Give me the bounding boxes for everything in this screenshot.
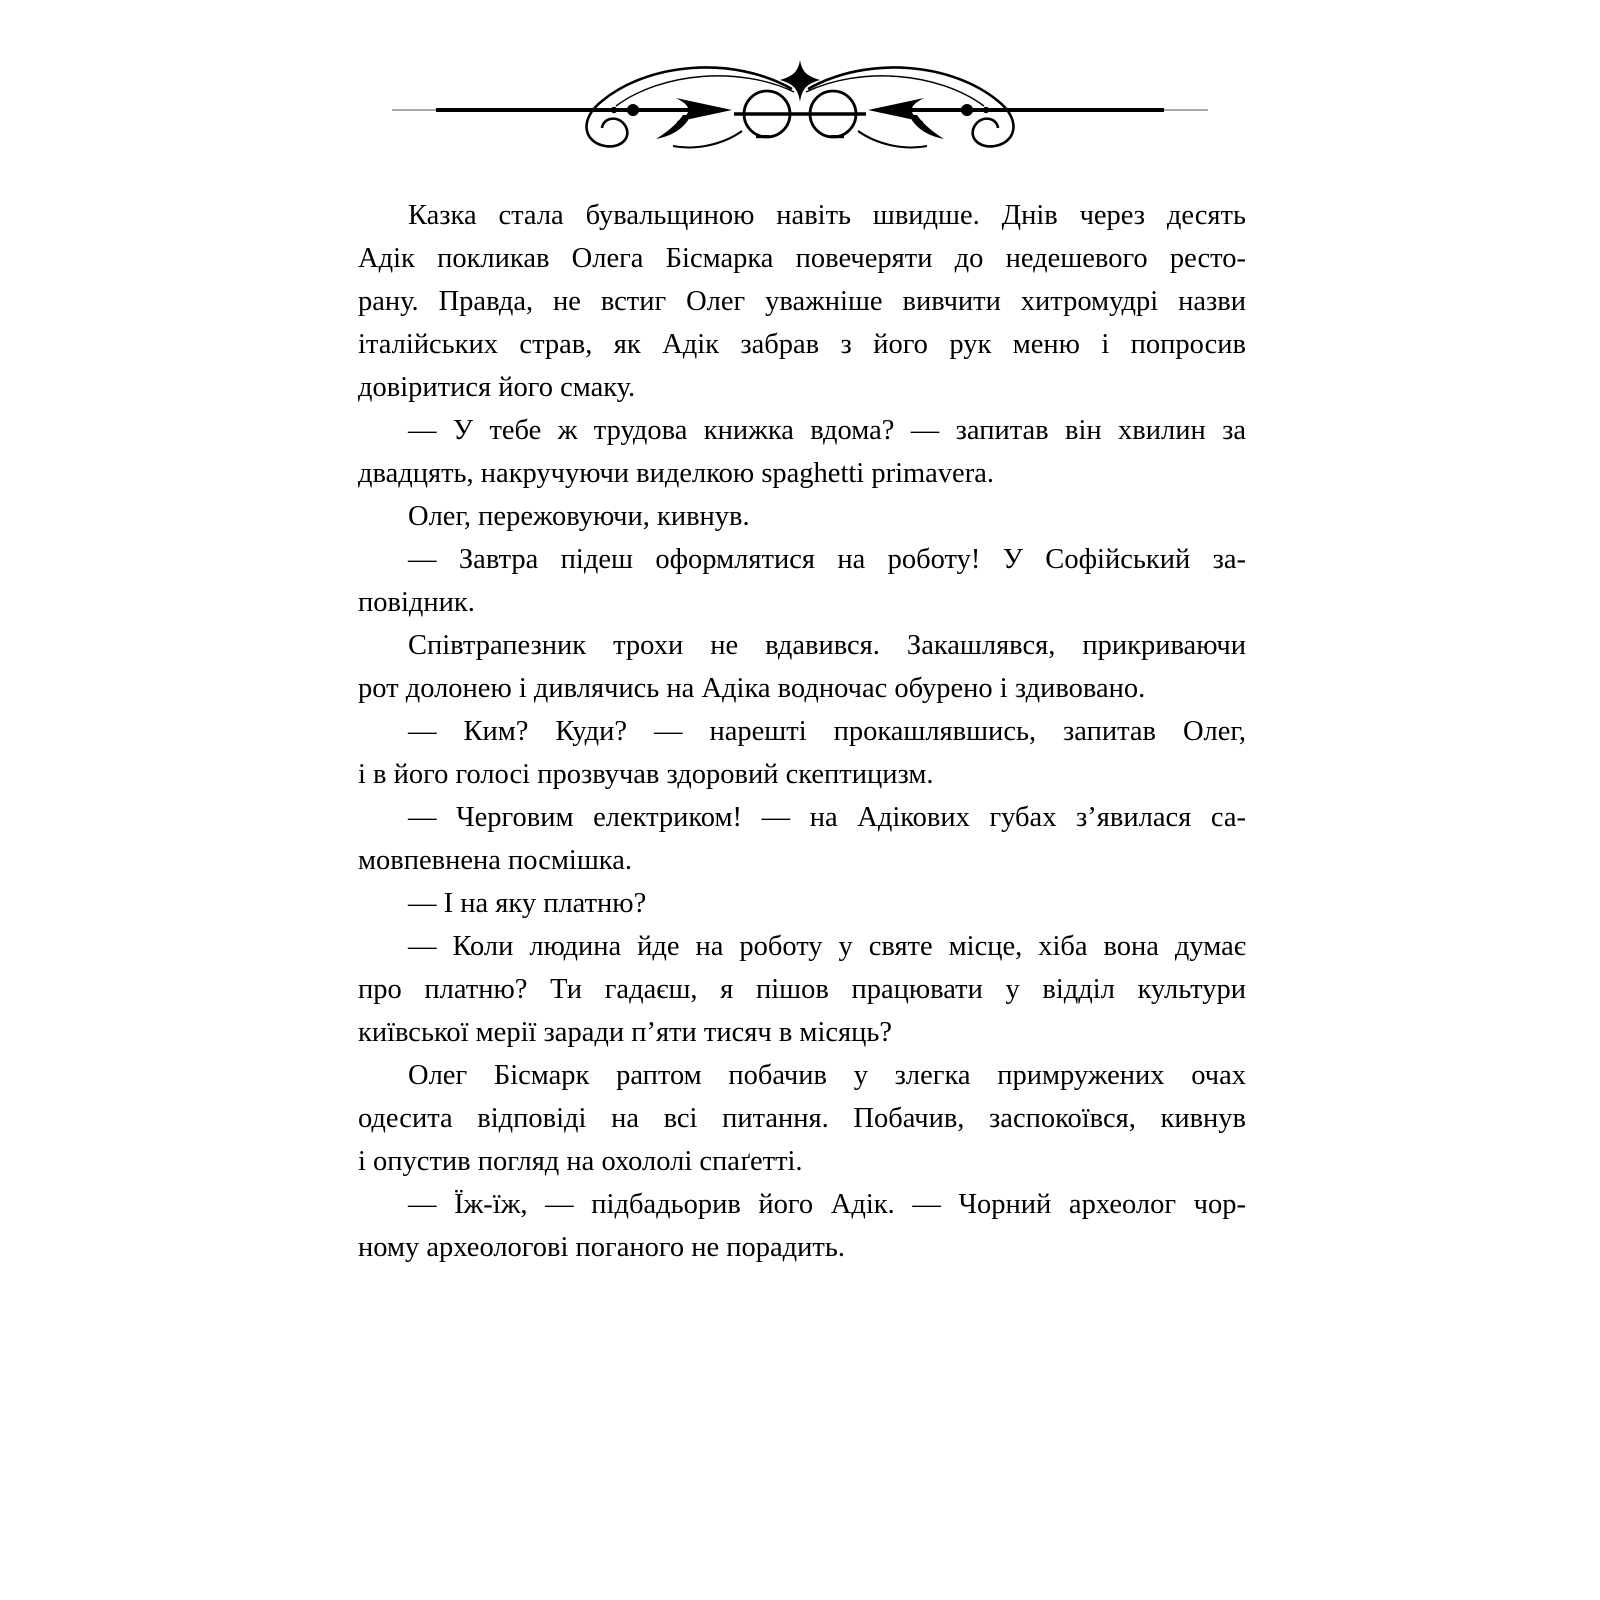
text-line: Казка стала бувальщиною навіть швидше. Днів через десять (408, 200, 1246, 231)
text-line: довіритися його смаку. (358, 372, 636, 403)
text-line: Співтрапезник трохи не вдавився. Закашлявся, прикриваючи (408, 630, 1246, 661)
flourish-left (392, 67, 794, 147)
text-line: — І на яку платню? (408, 888, 647, 919)
paragraph (358, 925, 1246, 1054)
paragraph (358, 882, 1246, 925)
text-line: італійських страв, як Адік забрав з його рук меню і попросив (358, 329, 1246, 360)
text-line: — Коли людина йде на роботу у святе місце, хіба вона думає (408, 931, 1246, 962)
paragraph (358, 409, 1246, 495)
text-line: Олег Бісмарк раптом побачив у злегка примружених очах (408, 1060, 1246, 1091)
paragraph (358, 1054, 1246, 1183)
text-line: і опустив погляд на охололі спаґетті. (358, 1146, 803, 1177)
flourish-center (734, 60, 866, 138)
text-line: двадцять, накручуючи виделкою spaghetti primavera. (358, 458, 994, 489)
flourish-right (806, 67, 1208, 147)
text-line: — Завтра підеш оформлятися на роботу! У Софійський за- (408, 544, 1246, 575)
paragraph (358, 796, 1246, 882)
text-line: одесита відповіді на всі питання. Побачив, заспокоївся, кивнув (358, 1103, 1246, 1134)
paragraph (358, 624, 1246, 710)
paragraph (358, 194, 1246, 409)
text-line: ному археологові поганого не порадить. (358, 1232, 845, 1263)
text-line: рот долонею і дивлячись на Адіка водночас обурено і здивовано. (358, 673, 1146, 704)
text-line: рану. Правда, не встиг Олег уважніше вивчити хитромудрі назви (358, 286, 1246, 317)
text-line: — Черговим електриком! — на Адікових губах з’явилася са- (408, 802, 1246, 833)
flourish-icon (390, 56, 1210, 156)
text-line: про платню? Ти гадаєш, я пішов працювати у відділ культури (358, 974, 1246, 1005)
text-line: — Їж-їж, — підбадьорив його Адік. — Чорний археолог чор- (408, 1189, 1246, 1220)
text-line: Адік покликав Олега Бісмарка повечеряти до недешевого ресто- (358, 243, 1246, 274)
text-line: і в його голосі прозвучав здоровий скептицизм. (358, 759, 934, 790)
text-line: — Ким? Куди? — нарешті прокашлявшись, запитав Олег, (408, 716, 1246, 747)
text-line: мовпевнена посмішка. (358, 845, 632, 876)
paragraph (358, 1183, 1246, 1269)
paragraph (358, 710, 1246, 796)
text-line: Олег, пережовуючи, кивнув. (408, 501, 750, 532)
text-line: — У тебе ж трудова книжка вдома? — запитав він хвилин за (408, 415, 1246, 446)
paragraph (358, 538, 1246, 624)
text-line: повідник. (358, 587, 475, 618)
decorative-flourish-divider (390, 56, 1210, 156)
text-line: київської мерії заради п’яти тисяч в місяць? (358, 1017, 893, 1048)
paragraph (358, 495, 1246, 538)
body-text (358, 194, 1246, 1269)
